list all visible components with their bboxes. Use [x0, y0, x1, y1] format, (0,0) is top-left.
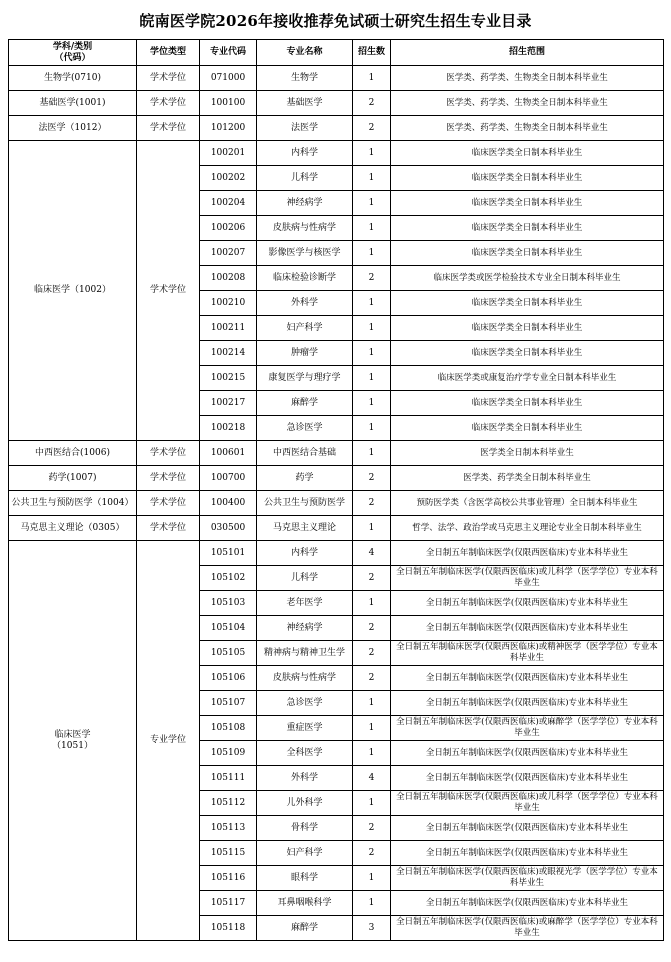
- major-name-cell: 全科医学: [257, 741, 353, 766]
- major-name-cell: 康复医学与理疗学: [257, 366, 353, 391]
- enrollment-scope-cell: 全日制五年制临床医学(仅限西医临床)专业本科毕业生: [391, 541, 664, 566]
- major-name-cell: 皮肤病与性病学: [257, 666, 353, 691]
- major-name-cell: 药学: [257, 466, 353, 491]
- enrollment-scope-cell: 全日制五年制临床医学(仅限西医临床)专业本科毕业生: [391, 591, 664, 616]
- enrollment-scope-cell: 全日制五年制临床医学(仅限西医临床)专业本科毕业生: [391, 766, 664, 791]
- header-major-name: 专业名称: [257, 40, 353, 66]
- major-code-cell: 105107: [200, 691, 257, 716]
- major-name-cell: 内科学: [257, 541, 353, 566]
- enrollment-scope-cell: 全日制五年制临床医学(仅限西医临床)或精神医学（医学学位）专业本科毕业生: [391, 641, 664, 666]
- discipline-cell: 马克思主义理论（0305）: [9, 516, 137, 541]
- major-code-cell: 105117: [200, 891, 257, 916]
- discipline-cell: 法医学（1012）: [9, 116, 137, 141]
- table-row: [9, 541, 664, 566]
- enrollment-count-cell: 2: [353, 641, 391, 666]
- enrollment-count-cell: 1: [353, 216, 391, 241]
- enrollment-count-cell: 1: [353, 691, 391, 716]
- enrollment-count-cell: 3: [353, 916, 391, 941]
- major-name-cell: 儿科学: [257, 566, 353, 591]
- page-title: 皖南医学院2026年接收推荐免试硕士研究生招生专业目录: [139, 12, 532, 30]
- major-code-cell: 100700: [200, 466, 257, 491]
- major-code-cell: 100204: [200, 191, 257, 216]
- table-row: [9, 91, 664, 116]
- discipline-cell: 中西医结合(1006): [9, 441, 137, 466]
- enrollment-count-cell: 4: [353, 766, 391, 791]
- major-name-cell: 妇产科学: [257, 316, 353, 341]
- enrollment-scope-cell: 医学类全日制本科毕业生: [391, 441, 664, 466]
- major-name-cell: 儿科学: [257, 166, 353, 191]
- enrollment-count-cell: 2: [353, 491, 391, 516]
- major-name-cell: 神经病学: [257, 191, 353, 216]
- major-name-cell: 肿瘤学: [257, 341, 353, 366]
- enrollment-scope-cell: 全日制五年制临床医学(仅限西医临床)专业本科毕业生: [391, 816, 664, 841]
- header-degree-type: 学位类型: [137, 40, 200, 66]
- enrollment-count-cell: 1: [353, 66, 391, 91]
- header-enrollment-scope: 招生范围: [391, 40, 664, 66]
- major-name-cell: 急诊医学: [257, 416, 353, 441]
- enrollment-scope-cell: 全日制五年制临床医学(仅限西医临床)专业本科毕业生: [391, 841, 664, 866]
- major-code-cell: 105103: [200, 591, 257, 616]
- enrollment-scope-cell: 临床医学类全日制本科毕业生: [391, 341, 664, 366]
- discipline-cell: 临床医学 （1051）: [9, 541, 137, 941]
- major-code-cell: 105115: [200, 841, 257, 866]
- enrollment-scope-cell: 医学类、药学类、生物类全日制本科毕业生: [391, 66, 664, 91]
- major-code-cell: 100601: [200, 441, 257, 466]
- major-code-cell: 100100: [200, 91, 257, 116]
- enrollment-scope-cell: 全日制五年制临床医学(仅限西医临床)或麻醉学（医学学位）专业本科毕业生: [391, 716, 664, 741]
- enrollment-count-cell: 2: [353, 566, 391, 591]
- major-code-cell: 071000: [200, 66, 257, 91]
- table-row: [9, 66, 664, 91]
- enrollment-scope-cell: 全日制五年制临床医学(仅限西医临床)或眼视光学（医学学位）专业本科毕业生: [391, 866, 664, 891]
- enrollment-count-cell: 2: [353, 266, 391, 291]
- major-code-cell: 100211: [200, 316, 257, 341]
- major-name-cell: 公共卫生与预防医学: [257, 491, 353, 516]
- major-name-cell: 神经病学: [257, 616, 353, 641]
- enrollment-scope-cell: 临床医学类全日制本科毕业生: [391, 241, 664, 266]
- major-code-cell: 105108: [200, 716, 257, 741]
- major-code-cell: 100202: [200, 166, 257, 191]
- enrollment-scope-cell: 全日制五年制临床医学(仅限西医临床)或儿科学（医学学位）专业本科毕业生: [391, 566, 664, 591]
- degree-type-cell: 学术学位: [137, 91, 200, 116]
- major-name-cell: 精神病与精神卫生学: [257, 641, 353, 666]
- enrollment-count-cell: 1: [353, 791, 391, 816]
- major-name-cell: 麻醉学: [257, 916, 353, 941]
- major-code-cell: 105113: [200, 816, 257, 841]
- major-name-cell: 外科学: [257, 766, 353, 791]
- table-row: [9, 441, 664, 466]
- enrollment-scope-cell: 全日制五年制临床医学(仅限西医临床)专业本科毕业生: [391, 616, 664, 641]
- enrollment-count-cell: 1: [353, 191, 391, 216]
- table-body: [9, 66, 664, 941]
- major-code-cell: 105112: [200, 791, 257, 816]
- header-discipline: 学科/类别 （代码）: [9, 40, 137, 66]
- enrollment-scope-cell: 临床医学类全日制本科毕业生: [391, 291, 664, 316]
- enrollment-scope-cell: 临床医学类全日制本科毕业生: [391, 391, 664, 416]
- major-name-cell: 马克思主义理论: [257, 516, 353, 541]
- major-code-cell: 100208: [200, 266, 257, 291]
- table-row: [9, 516, 664, 541]
- degree-type-cell: 学术学位: [137, 516, 200, 541]
- degree-type-cell: 学术学位: [137, 466, 200, 491]
- degree-type-cell: 学术学位: [137, 141, 200, 441]
- major-name-cell: 老年医学: [257, 591, 353, 616]
- major-code-cell: 100215: [200, 366, 257, 391]
- enrollment-scope-cell: 全日制五年制临床医学(仅限西医临床)或麻醉学（医学学位）专业本科毕业生: [391, 916, 664, 941]
- enrollment-count-cell: 1: [353, 716, 391, 741]
- major-name-cell: 妇产科学: [257, 841, 353, 866]
- enrollment-scope-cell: 预防医学类（含医学高校公共事业管理）全日制本科毕业生: [391, 491, 664, 516]
- enrollment-scope-cell: 全日制五年制临床医学(仅限西医临床)或儿科学（医学学位）专业本科毕业生: [391, 791, 664, 816]
- major-name-cell: 基础医学: [257, 91, 353, 116]
- enrollment-count-cell: 4: [353, 541, 391, 566]
- enrollment-count-cell: 1: [353, 141, 391, 166]
- discipline-cell: 公共卫生与预防医学（1004）: [9, 491, 137, 516]
- major-name-cell: 儿外科学: [257, 791, 353, 816]
- degree-type-cell: 学术学位: [137, 66, 200, 91]
- major-name-cell: 眼科学: [257, 866, 353, 891]
- enrollment-scope-cell: 医学类、药学类、生物类全日制本科毕业生: [391, 91, 664, 116]
- enrollment-count-cell: 2: [353, 91, 391, 116]
- major-code-cell: 100210: [200, 291, 257, 316]
- major-code-cell: 100400: [200, 491, 257, 516]
- enrollment-count-cell: 2: [353, 666, 391, 691]
- major-code-cell: 100214: [200, 341, 257, 366]
- enrollment-scope-cell: 哲学、法学、政治学或马克思主义理论专业全日制本科毕业生: [391, 516, 664, 541]
- table-row: [9, 491, 664, 516]
- major-name-cell: 外科学: [257, 291, 353, 316]
- enrollment-scope-cell: 全日制五年制临床医学(仅限西医临床)专业本科毕业生: [391, 891, 664, 916]
- major-code-cell: 105106: [200, 666, 257, 691]
- major-code-cell: 105102: [200, 566, 257, 591]
- discipline-cell: 生物学(0710): [9, 66, 137, 91]
- enrollment-catalog-table: [8, 39, 664, 941]
- major-name-cell: 耳鼻咽喉科学: [257, 891, 353, 916]
- enrollment-scope-cell: 临床医学类全日制本科毕业生: [391, 416, 664, 441]
- degree-type-cell: 学术学位: [137, 116, 200, 141]
- header-enrollment-count: 招生数: [353, 40, 391, 66]
- major-name-cell: 法医学: [257, 116, 353, 141]
- discipline-cell: 药学(1007): [9, 466, 137, 491]
- major-name-cell: 内科学: [257, 141, 353, 166]
- major-code-cell: 100201: [200, 141, 257, 166]
- degree-type-cell: 学术学位: [137, 491, 200, 516]
- enrollment-count-cell: 2: [353, 841, 391, 866]
- major-code-cell: 105101: [200, 541, 257, 566]
- enrollment-count-cell: 1: [353, 891, 391, 916]
- enrollment-scope-cell: 临床医学类全日制本科毕业生: [391, 191, 664, 216]
- enrollment-count-cell: 1: [353, 341, 391, 366]
- major-code-cell: 100207: [200, 241, 257, 266]
- enrollment-scope-cell: 全日制五年制临床医学(仅限西医临床)专业本科毕业生: [391, 691, 664, 716]
- enrollment-count-cell: 1: [353, 591, 391, 616]
- major-code-cell: 105111: [200, 766, 257, 791]
- major-code-cell: 101200: [200, 116, 257, 141]
- enrollment-count-cell: 2: [353, 616, 391, 641]
- major-code-cell: 105118: [200, 916, 257, 941]
- major-code-cell: 030500: [200, 516, 257, 541]
- enrollment-count-cell: 2: [353, 116, 391, 141]
- header-major-code: 专业代码: [200, 40, 257, 66]
- enrollment-scope-cell: 临床医学类全日制本科毕业生: [391, 166, 664, 191]
- discipline-cell: 基础医学(1001): [9, 91, 137, 116]
- enrollment-scope-cell: 临床医学类全日制本科毕业生: [391, 141, 664, 166]
- major-code-cell: 100218: [200, 416, 257, 441]
- major-name-cell: 骨科学: [257, 816, 353, 841]
- enrollment-scope-cell: 临床医学类或康复治疗学专业全日制本科毕业生: [391, 366, 664, 391]
- major-name-cell: 麻醉学: [257, 391, 353, 416]
- enrollment-count-cell: 1: [353, 291, 391, 316]
- enrollment-count-cell: 1: [353, 316, 391, 341]
- enrollment-scope-cell: 全日制五年制临床医学(仅限西医临床)专业本科毕业生: [391, 741, 664, 766]
- major-name-cell: 皮肤病与性病学: [257, 216, 353, 241]
- enrollment-scope-cell: 临床医学类或医学检验技术专业全日制本科毕业生: [391, 266, 664, 291]
- enrollment-count-cell: 1: [353, 416, 391, 441]
- enrollment-scope-cell: 全日制五年制临床医学(仅限西医临床)专业本科毕业生: [391, 666, 664, 691]
- degree-type-cell: 学术学位: [137, 441, 200, 466]
- table-row: [9, 466, 664, 491]
- discipline-cell: 临床医学（1002）: [9, 141, 137, 441]
- major-code-cell: 105116: [200, 866, 257, 891]
- enrollment-scope-cell: 医学类、药学类全日制本科毕业生: [391, 466, 664, 491]
- enrollment-count-cell: 2: [353, 466, 391, 491]
- enrollment-count-cell: 1: [353, 166, 391, 191]
- enrollment-count-cell: 1: [353, 366, 391, 391]
- enrollment-count-cell: 1: [353, 516, 391, 541]
- enrollment-count-cell: 1: [353, 741, 391, 766]
- major-name-cell: 急诊医学: [257, 691, 353, 716]
- major-name-cell: 中西医结合基础: [257, 441, 353, 466]
- enrollment-scope-cell: 临床医学类全日制本科毕业生: [391, 216, 664, 241]
- enrollment-scope-cell: 临床医学类全日制本科毕业生: [391, 316, 664, 341]
- major-name-cell: 影像医学与核医学: [257, 241, 353, 266]
- table-header-row: [9, 40, 664, 66]
- enrollment-count-cell: 1: [353, 866, 391, 891]
- major-name-cell: 重症医学: [257, 716, 353, 741]
- table-row: [9, 141, 664, 166]
- major-code-cell: 105109: [200, 741, 257, 766]
- major-code-cell: 100206: [200, 216, 257, 241]
- major-code-cell: 105104: [200, 616, 257, 641]
- enrollment-count-cell: 1: [353, 441, 391, 466]
- major-name-cell: 临床检验诊断学: [257, 266, 353, 291]
- major-code-cell: 100217: [200, 391, 257, 416]
- enrollment-count-cell: 2: [353, 816, 391, 841]
- table-row: [9, 116, 664, 141]
- enrollment-count-cell: 1: [353, 391, 391, 416]
- enrollment-scope-cell: 医学类、药学类、生物类全日制本科毕业生: [391, 116, 664, 141]
- major-code-cell: 105105: [200, 641, 257, 666]
- major-name-cell: 生物学: [257, 66, 353, 91]
- degree-type-cell: 专业学位: [137, 541, 200, 941]
- enrollment-count-cell: 1: [353, 241, 391, 266]
